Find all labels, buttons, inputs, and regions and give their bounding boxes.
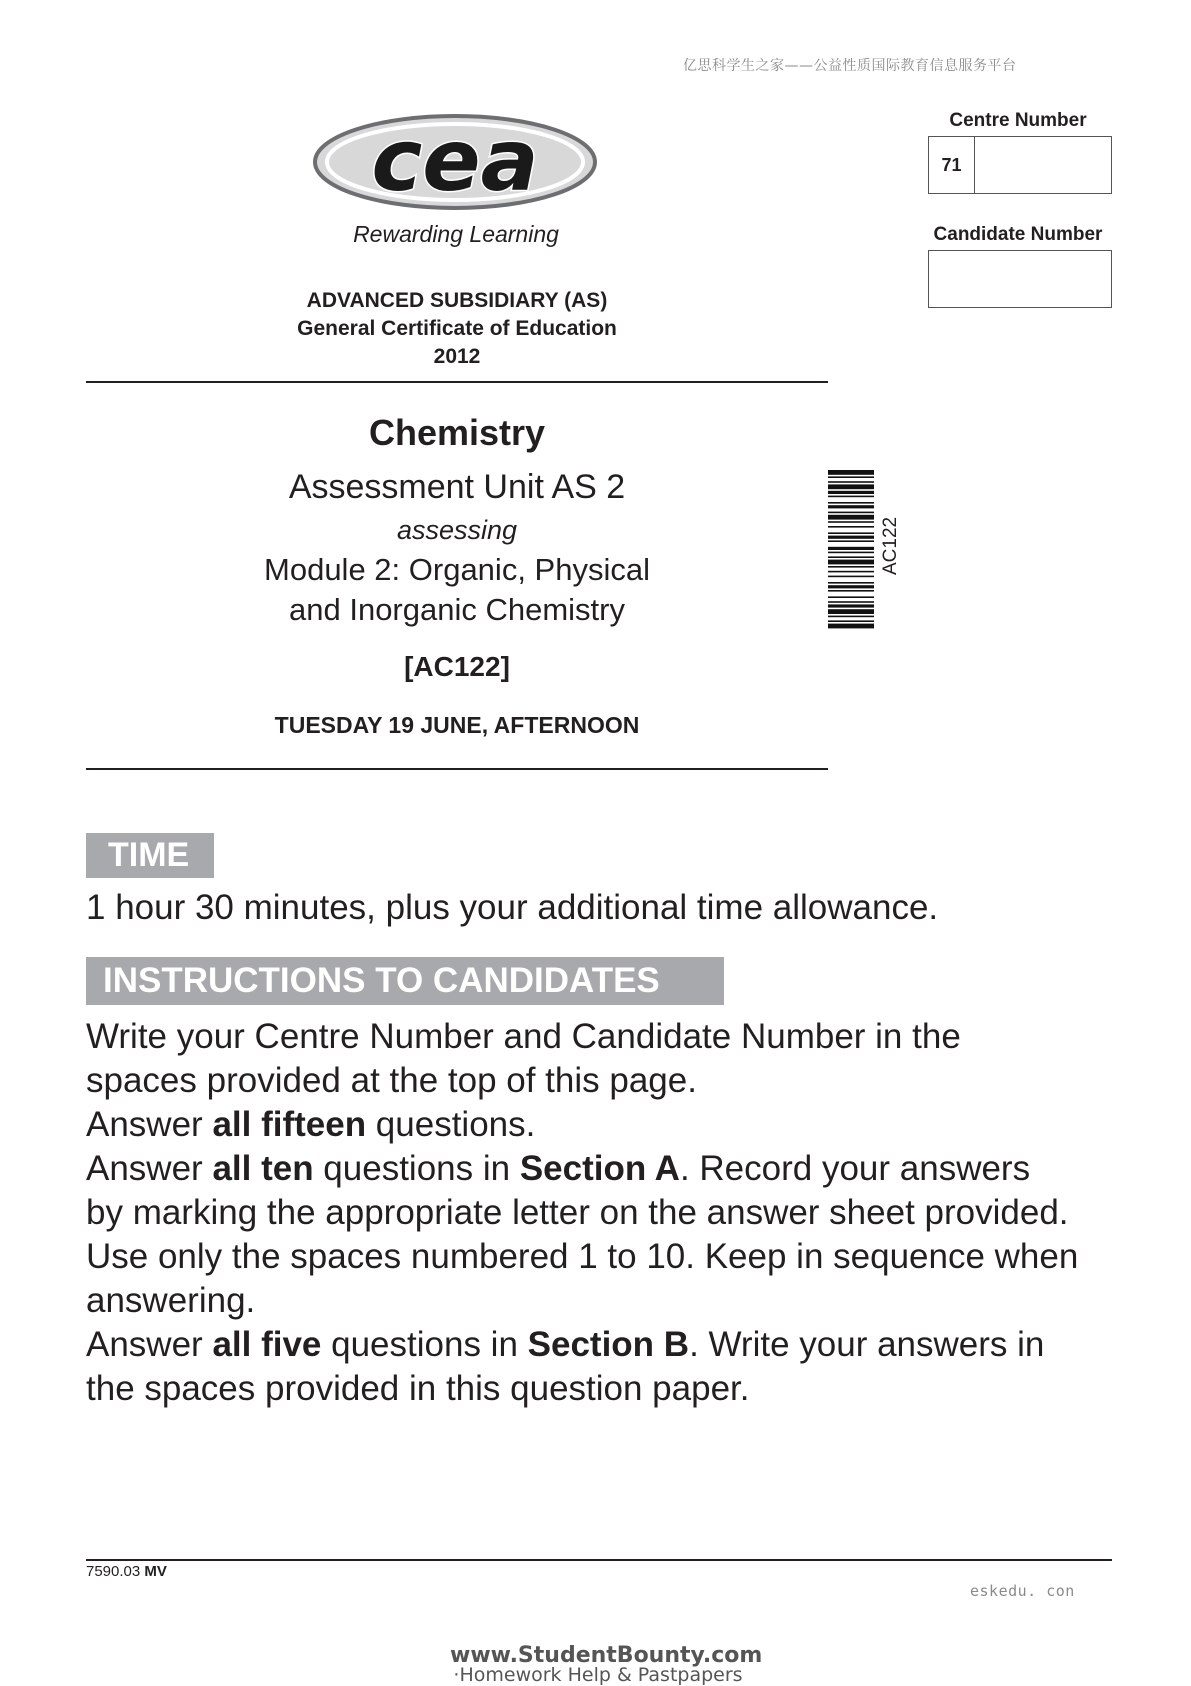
assessment-unit: Assessment Unit AS 2	[288, 468, 626, 506]
footer-code: 7590.03 MV	[86, 1563, 167, 1580]
qualification-level: ADVANCED SUBSIDIARY (AS)	[306, 289, 608, 312]
barcode-bar	[828, 596, 874, 598]
barcode-bar	[828, 491, 874, 494]
time-heading: TIME	[86, 833, 214, 878]
instruction-line: the spaces provided in this question paper.	[86, 1369, 750, 1408]
header-rule-top	[86, 381, 828, 383]
centre-number-prefix: 71	[929, 137, 975, 193]
watermark-top: 亿思科学生之家——公益性质国际教育信息服务平台	[683, 58, 1017, 74]
barcode-bar	[828, 620, 874, 622]
paper-code: [AC122]	[404, 651, 510, 682]
qualification-year: 2012	[433, 345, 481, 368]
instructions-body	[86, 1015, 1131, 1411]
barcode-bar	[828, 609, 874, 614]
assessing-label: assessing	[396, 515, 518, 545]
module-line-2: and Inorganic Chemistry	[289, 592, 625, 627]
barcode-bar	[828, 540, 874, 542]
barcode-bar	[828, 481, 874, 483]
barcode-bar	[828, 556, 874, 558]
barcode-bar	[828, 532, 874, 534]
watermark-bottom: eskedu. con	[970, 1582, 1075, 1600]
cea-logo	[310, 110, 600, 220]
barcode-bar	[828, 505, 874, 508]
exam-date: TUESDAY 19 JUNE, AFTERNOON	[274, 712, 640, 738]
barcode-bar	[828, 484, 874, 489]
instruction-line: Use only the spaces numbered 1 to 10. Keep in sequence when	[86, 1237, 1079, 1276]
barcode-bar	[828, 585, 874, 588]
instruction-line: Answer all ten questions in Section A. Record your answers	[86, 1149, 1031, 1188]
barcode-bar	[828, 582, 874, 584]
barcode-bar	[828, 515, 874, 520]
exam-subject: Chemistry	[368, 412, 546, 453]
instruction-line: by marking the appropriate letter on the answer sheet provided.	[86, 1193, 1069, 1232]
barcode-bar	[828, 566, 874, 568]
centre-number-label: Centre Number	[949, 110, 1087, 131]
barcode-bar	[828, 547, 874, 550]
qualification-name: General Certificate of Education	[297, 317, 617, 340]
barcode-bar	[828, 502, 874, 504]
barcode-bar	[828, 576, 874, 578]
instructions-heading: INSTRUCTIONS TO CANDIDATES	[86, 957, 724, 1005]
barcode-bar	[828, 552, 874, 554]
barcode-bar	[828, 512, 874, 514]
centre-number-field[interactable]	[928, 136, 1112, 194]
candidate-number-label: Candidate Number	[933, 224, 1103, 245]
barcode-bar	[828, 624, 874, 629]
studentbounty-tagline: ·Homework Help & Pastpapers	[453, 1664, 743, 1686]
barcode-label: AC122	[880, 516, 901, 575]
barcode-bar	[828, 496, 874, 498]
barcode-bar	[828, 604, 874, 607]
instruction-line: Answer all fifteen questions.	[86, 1105, 536, 1144]
instruction-line: answering.	[86, 1281, 256, 1320]
instruction-line: spaces provided at the top of this page.	[86, 1061, 697, 1100]
logo-tagline: Rewarding Learning	[353, 221, 559, 247]
barcode-bar	[828, 560, 874, 565]
instruction-line: Write your Centre Number and Candidate Number in the	[86, 1017, 961, 1056]
header-rule-bottom	[86, 768, 828, 770]
barcode-bar	[828, 571, 874, 573]
instruction-line: Answer all five questions in Section B. Write your answers in	[86, 1325, 1045, 1364]
barcode-bar	[828, 521, 874, 523]
barcode-bar	[828, 536, 874, 539]
barcode	[828, 470, 874, 678]
candidate-number-field[interactable]	[928, 250, 1112, 308]
barcode-bar	[828, 616, 874, 618]
barcode-bar	[828, 590, 874, 592]
logo-text: cea	[371, 111, 539, 211]
module-line-1: Module 2: Organic, Physical	[264, 552, 650, 587]
barcode-bar	[828, 476, 874, 478]
time-allowance-text: 1 hour 30 minutes, plus your additional time allowance.	[86, 888, 939, 927]
footer-rule	[86, 1559, 1112, 1561]
barcode-bar	[828, 526, 874, 528]
studentbounty-url[interactable]: www.StudentBounty.com	[450, 1643, 763, 1668]
barcode-bar	[828, 601, 874, 603]
barcode-bar	[828, 470, 874, 475]
